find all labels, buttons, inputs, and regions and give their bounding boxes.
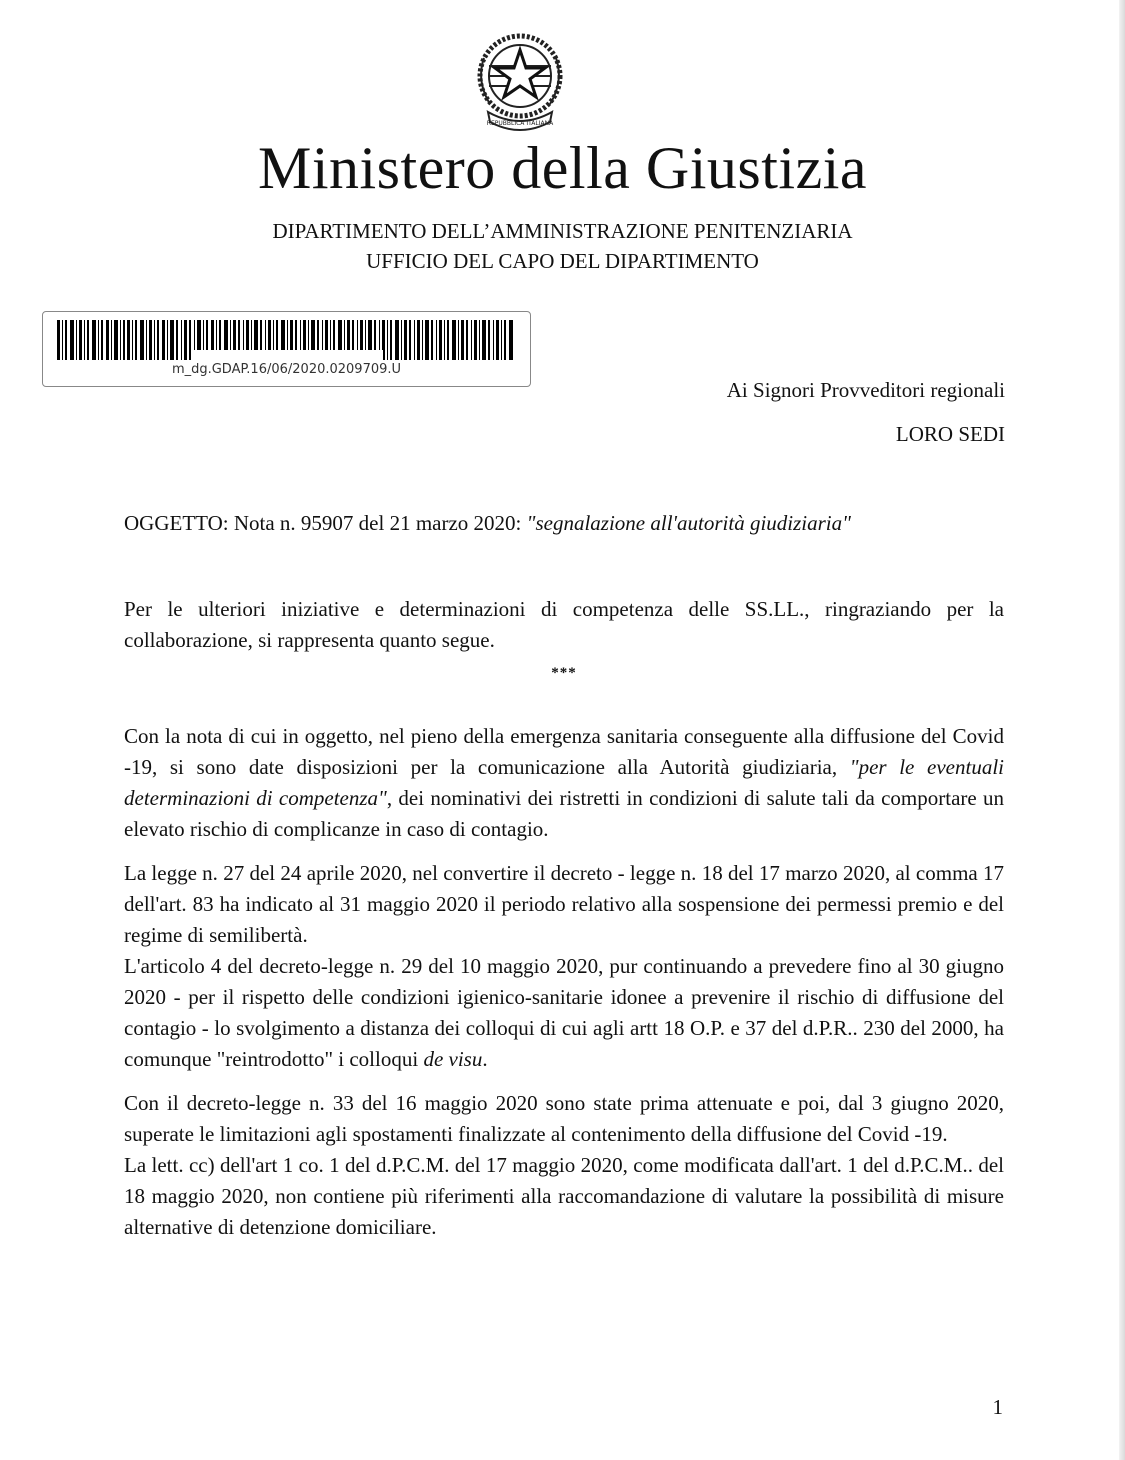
- paragraph-3-italic: de visu: [423, 1047, 483, 1071]
- recipient-block: [727, 368, 1005, 456]
- ministry-title: Ministero della Giustizia: [257, 135, 868, 201]
- svg-text:REPUBBLICA ITALIANA: REPUBBLICA ITALIANA: [486, 120, 554, 127]
- paragraph-3-text-end: .: [482, 1047, 488, 1071]
- separator: ***: [551, 665, 577, 681]
- paragraph-1-quote: "per le eventuali determinazioni di competenza": [124, 755, 1004, 810]
- protocol-number: m_dg.GDAP.16/06/2020.0209709.U: [171, 362, 402, 377]
- paragraph-3: [124, 951, 1004, 1075]
- letter-body: [124, 508, 1004, 1243]
- subject-title: "segnalazione all'autorità giudiziaria": [526, 511, 851, 535]
- italian-republic-emblem-icon: [470, 26, 570, 134]
- recipient-location: LORO SEDI: [895, 422, 1005, 446]
- paragraph-4: Con il decreto-legge n. 33 del 16 maggio 2020 sono state prima attenuate e poi, dal 3 giugno 2020, superate le limitazioni agli spostamenti finalizzate al contenimento della diffusione del Covid -19.: [124, 1091, 1004, 1146]
- paragraph-1: [124, 721, 1004, 845]
- department-name: DIPARTIMENTO DELL’AMMINISTRAZIONE PENITENZIARIA: [272, 219, 853, 243]
- paragraph-2: La legge n. 27 del 24 aprile 2020, nel convertire il decreto - legge n. 18 del 17 marzo 2020, al comma 17 dell'art. 83 ha indicato al 31 maggio 2020 il periodo relativo alla sospensione dei permessi premio e del regime di semilibertà.: [124, 861, 1004, 947]
- recipient-line: Ai Signori Provveditori regionali: [726, 378, 1005, 402]
- intro-paragraph: Per le ulteriori iniziative e determinazioni di competenza delle SS.LL., ringraziando per la collaborazione, si rappresenta quanto segue.: [124, 597, 1004, 652]
- subject-line: [124, 508, 1004, 539]
- protocol-barcode-label: [42, 311, 531, 387]
- paragraph-1-text: Con la nota di cui in oggetto, nel pieno della emergenza sanitaria conseguente alla diffusione del Covid -19, si sono date disposizioni per la comunicazione alla Autorità giudiziaria,: [124, 724, 1004, 779]
- paragraph-3-text: L'articolo 4 del decreto-legge n. 29 del 10 maggio 2020, pur continuando a prevedere fino al 30 giugno 2020 - per il rispetto delle condizioni igienico-sanitarie idonee a prevenire il rischio di diffusione del contagio - lo svolgimento a distanza dei colloqui di cui agli artt 18 O.P. e 37 del d.P.R.. 230 del 2000, ha comunque "reintrodotto" i colloqui: [124, 954, 1004, 1071]
- department-heading: [0, 216, 1125, 276]
- office-name: UFFICIO DEL CAPO DEL DIPARTIMENTO: [366, 249, 759, 273]
- page-number: 1: [992, 1395, 1003, 1419]
- barcode-icon: [53, 320, 520, 360]
- paragraph-5: La lett. cc) dell'art 1 co. 1 del d.P.C.M. del 17 maggio 2020, come modificata dall'art. 1 del d.P.C.M.. del 18 maggio 2020, non contiene più riferimenti alla raccomandazione di valutare la possibilità di misure alternative di detenzione domiciliare.: [124, 1153, 1004, 1239]
- paragraph-1-text-end: , dei nominativi dei ristretti in condizioni di salute tali da comportare un elevato rischio di complicanze in caso di contagio.: [124, 786, 1004, 841]
- subject-label: OGGETTO: Nota n. 95907 del 21 marzo 2020:: [124, 511, 527, 535]
